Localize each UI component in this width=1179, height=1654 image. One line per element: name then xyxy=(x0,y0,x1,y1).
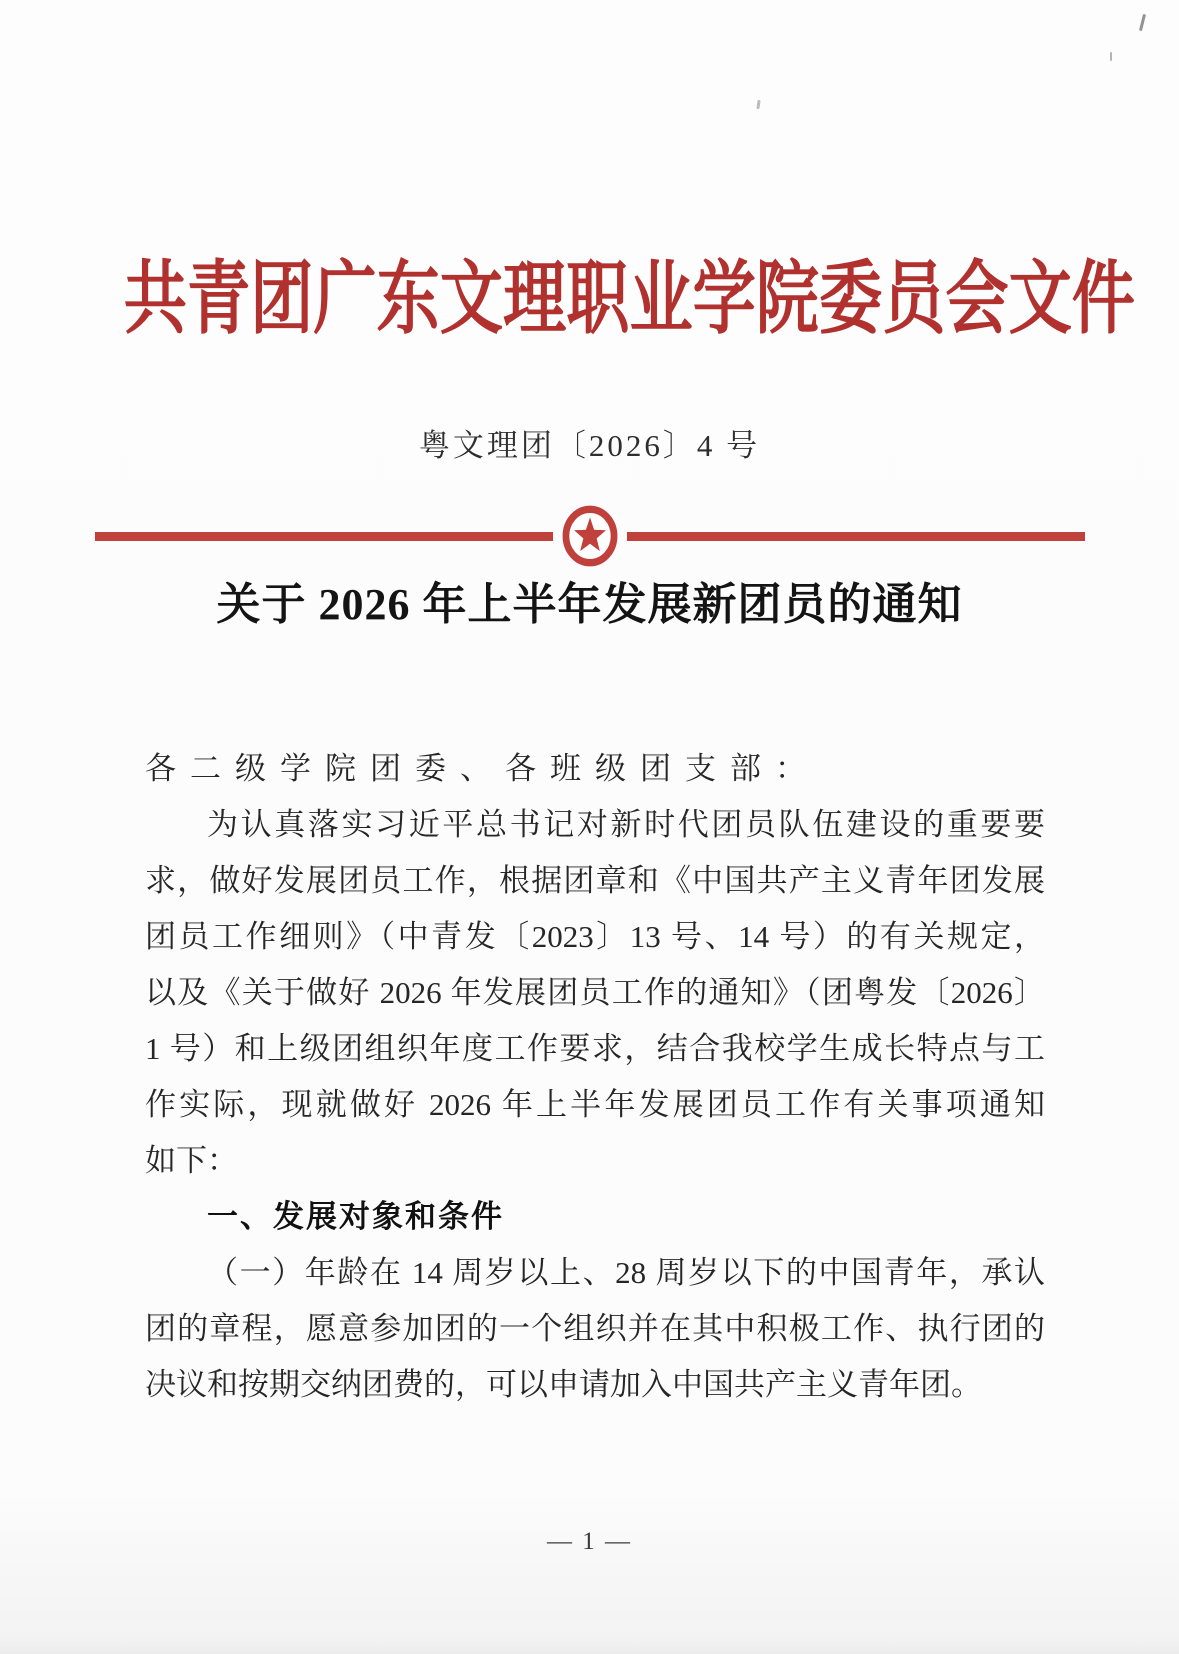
scan-artifact xyxy=(1110,52,1112,61)
text-line: 决议和按期交纳团费的，可以申请加入中国共产主义青年团。 xyxy=(145,1367,982,1402)
text-line: 1 号）和上级团组织年度工作要求，结合我校学生成长特点与工 xyxy=(145,1031,1045,1066)
salutation: 各二级学院团委、各班级团支部： xyxy=(145,751,820,786)
scan-artifact xyxy=(1139,14,1146,31)
text-line: 以及《关于做好 2026 年发展团员工作的通知》（团粤发〔2026〕 xyxy=(145,975,1045,1010)
body-blocks xyxy=(145,797,1045,1413)
paragraph xyxy=(145,1245,1045,1413)
text-line: 一、发展对象和条件 xyxy=(207,1199,504,1234)
scan-artifact xyxy=(756,100,760,109)
document-title: 关于 2026 年上半年发展新团员的通知 xyxy=(216,580,963,629)
section-heading xyxy=(145,1189,1045,1245)
document-header-title: 共青团广东文理职业学院委员会文件 xyxy=(123,256,1135,344)
paragraph xyxy=(145,797,1045,1189)
text-line: 作实际，现就做好 2026 年上半年发展团员工作有关事项通知 xyxy=(145,1087,1045,1122)
page-number: — 1 — xyxy=(547,1528,632,1555)
text-line: （一）年龄在 14 周岁以上、28 周岁以下的中国青年，承认 xyxy=(207,1255,1045,1290)
text-line: 求，做好发展团员工作，根据团章和《中国共产主义青年团发展 xyxy=(145,863,1045,898)
text-line: 如下： xyxy=(145,1143,238,1178)
divider-rule-right xyxy=(627,532,1085,541)
header-divider xyxy=(95,503,1085,569)
text-line: 团的章程，愿意参加团的一个组织并在其中积极工作、执行团的 xyxy=(145,1311,1045,1346)
text-line: 团员工作细则》（中青发〔2023〕13 号、14 号）的有关规定， xyxy=(145,919,1045,954)
star-emblem-icon xyxy=(562,505,618,567)
text-line: 为认真落实习近平总书记对新时代团员队伍建设的重要要 xyxy=(207,807,1045,842)
document-number: 粤文理团〔2026〕4 号 xyxy=(418,428,761,463)
document-body xyxy=(145,741,1045,1413)
divider-rule-left xyxy=(95,532,553,541)
